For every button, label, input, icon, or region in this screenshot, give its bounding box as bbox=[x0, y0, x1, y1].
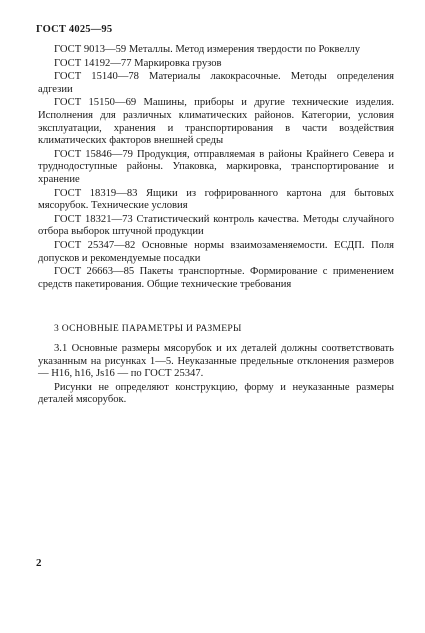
reference-item: ГОСТ 15140—78 Материалы лакокрасочные. Методы определения адгезии bbox=[38, 71, 394, 95]
reference-item: ГОСТ 15846—79 Продукция, отправляемая в районы Крайнего Севера и труднодоступные районы. Упаковка, маркировка, транспортирование и хранение bbox=[38, 148, 394, 185]
reference-item: ГОСТ 26663—85 Пакеты транспортные. Формирование с применением средств пакетирования. Общие технические требования bbox=[38, 266, 394, 290]
paragraph: 3.1 Основные размеры мясорубок и их деталей должны соответствовать указанным на рисунках 1—5. Неуказанные предельные отклонения размеров — H16, h16, Js16 — по ГОСТ 25347. bbox=[38, 343, 394, 380]
paragraph: Рисунки не определяют конструкцию, форму и неуказанные размеры деталей мясорубок. bbox=[38, 381, 394, 406]
reference-item: ГОСТ 25347—82 Основные нормы взаимозаменяемости. ЕСДП. Поля допусков и рекомендуемые посадки bbox=[38, 239, 394, 264]
reference-item: ГОСТ 15150—69 Машины, приборы и другие технические изделия. Исполнения для различных климатических районов. Категории, условия эксплуатации, хранения и транспортирования в части воздействия климатических факторов внешней среды bbox=[38, 97, 394, 147]
reference-item: ГОСТ 18319—83 Ящики из гофрированного картона для бытовых мясорубок. Технические условия bbox=[38, 187, 394, 212]
section-body bbox=[38, 343, 394, 408]
section-title: 3 ОСНОВНЫЕ ПАРАМЕТРЫ И РАЗМЕРЫ bbox=[54, 323, 242, 334]
document-header: ГОСТ 4025—95 bbox=[36, 24, 113, 35]
page-number: 2 bbox=[36, 557, 42, 569]
reference-item: ГОСТ 14192—77 Маркировка грузов bbox=[54, 57, 222, 69]
references-list bbox=[38, 44, 394, 292]
reference-item: ГОСТ 9013—59 Металлы. Метод измерения твердости по Роквеллу bbox=[54, 44, 361, 55]
reference-item: ГОСТ 18321—73 Статистический контроль качества. Методы случайного отбора выборок штучной продукции bbox=[38, 213, 394, 238]
